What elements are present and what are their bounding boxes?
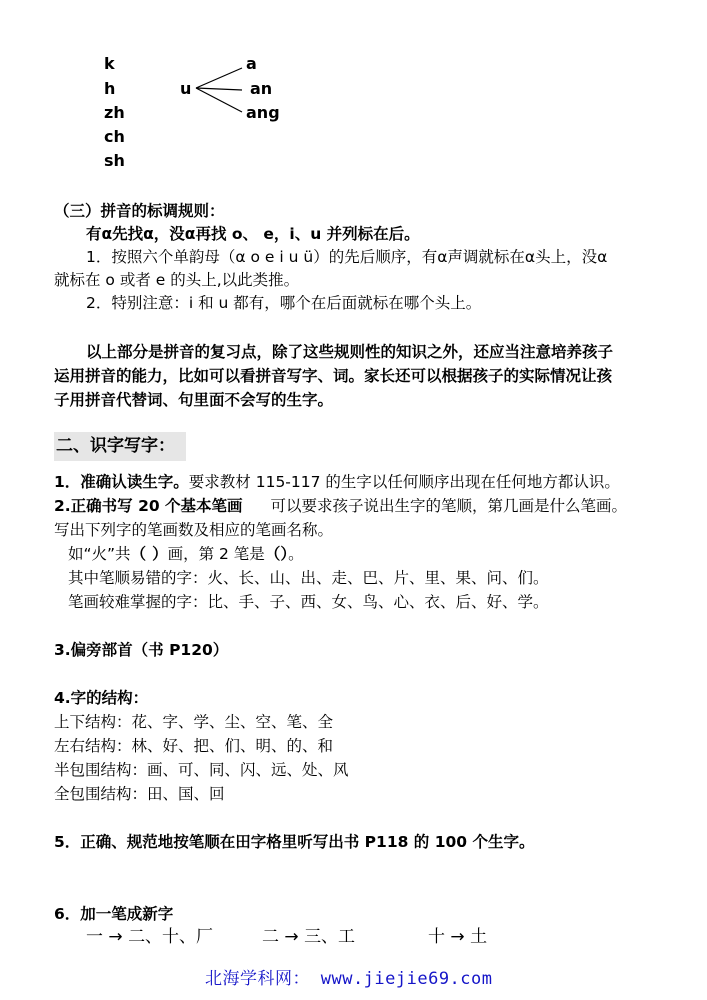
blank-open-1: （ (130, 545, 147, 563)
hard-grasp-chars: 笔画较难掌握的字：比、手、子、西、女、鸟、心、衣、后、好、学。 (68, 593, 549, 611)
tone-rule-1-line2: 就标在 o 或者 e 的头上,以此类推。 (54, 271, 300, 289)
blank-close-1: ） (152, 545, 168, 563)
stroke-example (68, 542, 304, 564)
medial-u: u (180, 79, 192, 98)
add-stroke-group-2 (262, 922, 355, 947)
structure-fully-enclosed: 全包围结构：田、国、回 (54, 785, 225, 803)
arrow-icon: → (108, 927, 123, 947)
easy-wrong-chars: 其中笔顺易错的字：火、长、山、出、走、巴、片、里、果、问、们。 (68, 569, 549, 587)
structure-left-right: 左右结构：林、好、把、们、明、的、和 (54, 737, 334, 755)
final-an: an (250, 79, 273, 98)
add-stroke-from-1: 一 (86, 927, 103, 947)
item2-rest: 可以要求孩子说出生字的笔顺，第几画是什么笔画。 (270, 497, 628, 515)
initial-zh: zh (104, 103, 125, 122)
example-part-a: 如“火”共 (68, 545, 131, 563)
add-stroke-group-3 (428, 922, 487, 947)
watermark-footer: 北海学科网： www.jiejie69.com (205, 969, 493, 989)
item2 (54, 494, 627, 516)
branch-line-an (196, 88, 242, 90)
branch-line-a (196, 68, 242, 88)
initial-k: k (104, 54, 115, 73)
item4-title: 4.字的结构： (54, 689, 149, 707)
tone-rule-head: 有α先找α，没α再找 o、 e，i、u 并列标在后。 (86, 225, 420, 243)
item3-radicals: 3.偏旁部首（书 P120） (54, 641, 229, 659)
item2-bold: 2.正确书写 20 个基本笔画 (54, 497, 243, 515)
summary-line-1: 以上部分是拼音的复习点，除了这些规则性的知识之外，还应当注意培养孩子 (86, 343, 614, 361)
summary-line-3: 子用拼音代替词、句里面不会写的生字。 (54, 391, 334, 409)
tone-rule-2: 2．特别注意：i 和 u 都有，哪个在后面就标在哪个头上。 (86, 294, 482, 312)
structure-top-bottom: 上下结构：花、字、学、尘、空、笔、全 (54, 713, 334, 731)
final-a: a (246, 54, 257, 73)
final-ang: ang (246, 103, 280, 122)
add-stroke-from-2: 二 (262, 927, 279, 947)
branch-line-ang (196, 88, 242, 112)
blank-open-2: （ (264, 545, 281, 563)
add-stroke-to-1: 二、十、厂 (128, 927, 214, 947)
branch-lines (194, 60, 246, 120)
add-stroke-from-3: 十 (428, 927, 445, 947)
arrow-icon: → (284, 927, 299, 947)
initial-ch: ch (104, 127, 125, 146)
example-part-b: 画，第 2 笔是 (167, 545, 265, 563)
add-stroke-to-3: 土 (470, 927, 488, 947)
initial-h: h (104, 79, 116, 98)
item1-bold: 1．准确认读生字。 (54, 473, 189, 491)
add-stroke-group-1 (86, 922, 213, 947)
summary-line-2: 运用拼音的能力，比如可以看拼音写字、词。家长还可以根据孩子的实际情况让孩 (54, 367, 613, 385)
tone-rule-1-line1: 1．按照六个单韵母（α o e i u ü）的先后顺序，有α声调就标在α头上，没α (86, 248, 608, 266)
item6-title: 6．加一笔成新字 (54, 905, 174, 923)
item1-rest: 要求教材 115-117 的生字以任何顺序出现在任何地方都认识。 (188, 473, 620, 491)
initial-sh: sh (104, 151, 125, 170)
blank-close-2: ） (280, 545, 289, 563)
add-stroke-to-2: 三、工 (304, 927, 356, 947)
item2-line2: 写出下列字的笔画数及相应的笔画名称。 (54, 521, 334, 539)
item5-dictation: 5．正确、规范地按笔顺在田字格里听写出书 P118 的 100 个生字。 (54, 833, 535, 851)
part2-heading: 二、识字写字： (54, 432, 186, 461)
example-end: 。 (288, 545, 304, 563)
arrow-icon: → (450, 927, 465, 947)
structure-half-enclosed: 半包围结构：画、可、同、闪、远、处、风 (54, 761, 349, 779)
section3-title: （三）拼音的标调规则： (54, 202, 225, 220)
item1 (54, 470, 620, 492)
